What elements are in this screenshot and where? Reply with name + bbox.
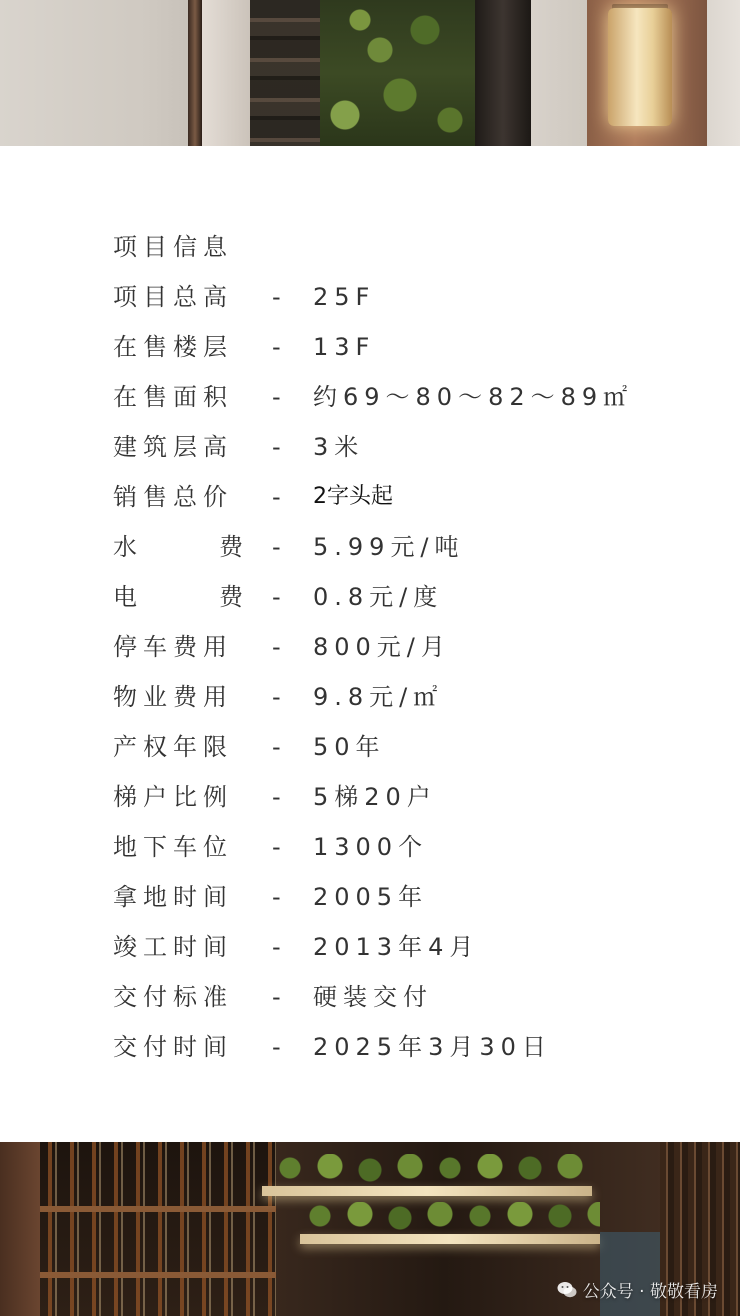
shelf-board (40, 1272, 276, 1278)
top-interior-photo (0, 0, 740, 146)
info-label-char: 水 (113, 533, 137, 561)
wall-edge (707, 0, 740, 146)
info-label: 建筑层高 (113, 433, 233, 461)
stone-wall (250, 0, 320, 146)
info-label: 停车费用 (113, 633, 233, 661)
info-value: 2005年 (313, 883, 429, 911)
info-label: 销售总价 (113, 483, 233, 511)
info-separator: - (272, 283, 281, 311)
watermark-text: 公众号 · 敬敬看房 (582, 1282, 718, 1302)
project-info-section (0, 146, 740, 1142)
info-label: 交付标准 (113, 983, 233, 1011)
wood-trim (188, 0, 202, 146)
wall-lamp (608, 8, 672, 126)
wall-panel-right (531, 0, 587, 146)
info-value: 5.99元/吨 (313, 533, 465, 561)
info-label: 竣工时间 (113, 933, 233, 961)
bottom-interior-photo (0, 1142, 740, 1316)
info-value: 硬装交付 (313, 983, 433, 1011)
hanging-plants (300, 1202, 600, 1230)
info-label-char: 费 (219, 533, 243, 561)
info-separator: - (272, 883, 281, 911)
wall-panel (202, 0, 250, 146)
info-label: 地下车位 (113, 833, 233, 861)
info-value: 5梯20户 (313, 783, 437, 811)
info-value: 13F (313, 333, 376, 361)
shelf-board (40, 1206, 276, 1212)
info-label (113, 530, 243, 564)
info-label: 产权年限 (113, 733, 233, 761)
info-label: 在售楼层 (113, 333, 233, 361)
info-title: 项目信息 (113, 233, 233, 261)
info-value: 0.8元/度 (313, 583, 444, 611)
info-value: 2025年3月30日 (313, 1033, 552, 1061)
bottle-shelf (40, 1142, 276, 1316)
info-separator: - (272, 983, 281, 1011)
info-separator: - (272, 733, 281, 761)
dark-column (475, 0, 531, 146)
info-separator: - (272, 533, 281, 561)
info-separator: - (272, 683, 281, 711)
info-label: 梯户比例 (113, 783, 233, 811)
hanging-planter (300, 1234, 600, 1244)
info-separator: - (272, 933, 281, 961)
info-separator: - (272, 483, 281, 511)
info-label: 项目总高 (113, 283, 233, 311)
info-value: 约69～80～82～89㎡ (313, 383, 634, 411)
info-value: 25F (313, 283, 376, 311)
window (600, 1232, 660, 1316)
info-separator: - (272, 783, 281, 811)
wechat-icon (557, 1281, 577, 1299)
info-label-char: 电 (113, 583, 137, 611)
hanging-planter (262, 1186, 592, 1196)
watermark (557, 1277, 718, 1302)
info-label: 物业费用 (113, 683, 233, 711)
info-label-char: 费 (219, 583, 243, 611)
info-value: 3米 (313, 433, 365, 461)
info-separator: - (272, 433, 281, 461)
info-label: 拿地时间 (113, 883, 233, 911)
info-separator: - (272, 633, 281, 661)
info-label: 交付时间 (113, 1033, 233, 1061)
info-separator: - (272, 333, 281, 361)
info-value: 1300个 (313, 833, 429, 861)
info-separator: - (272, 583, 281, 611)
info-value: 2字头起 (313, 484, 393, 509)
info-separator: - (272, 833, 281, 861)
info-value: 9.8元/㎡ (313, 683, 444, 711)
info-label (113, 580, 243, 614)
info-value: 800元/月 (313, 633, 451, 661)
info-separator: - (272, 383, 281, 411)
info-label: 在售面积 (113, 383, 233, 411)
left-wall (0, 1142, 40, 1316)
info-value: 2013年4月 (313, 933, 480, 961)
info-value: 50年 (313, 733, 386, 761)
hanging-plants (270, 1154, 600, 1182)
info-separator: - (272, 1033, 281, 1061)
